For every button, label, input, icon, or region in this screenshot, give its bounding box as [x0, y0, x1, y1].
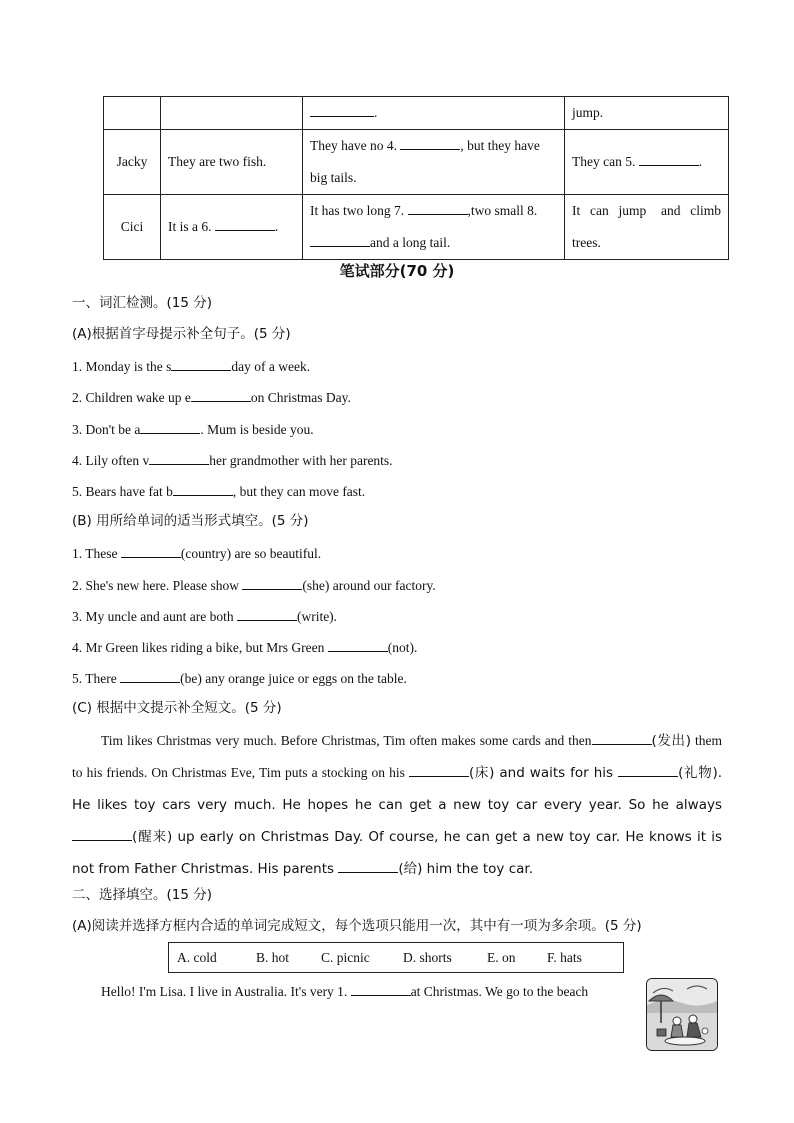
- table-cell: [161, 97, 303, 130]
- question-text: , but they can move fast.: [232, 484, 366, 499]
- paragraph-text: them to his friends. On Christmas Eve, Tim puts a stocking on his: [72, 733, 722, 780]
- animal-info-table: [103, 96, 729, 260]
- option-a: A. cold: [177, 950, 217, 965]
- question-text: 3. Don't be a: [72, 422, 141, 437]
- question-text: 4. Lily often v: [72, 453, 150, 468]
- answer-blank[interactable]: [310, 232, 370, 247]
- table-row: [104, 195, 729, 260]
- question-item: [72, 575, 436, 595]
- answer-blank[interactable]: [639, 151, 699, 166]
- name-cell-cici: Cici: [104, 195, 161, 260]
- table-cell: [303, 195, 565, 260]
- question-text: 2. Children wake up e: [72, 390, 191, 405]
- word-options-box: [168, 942, 624, 973]
- question-item: [72, 356, 310, 376]
- answer-blank[interactable]: [149, 450, 209, 465]
- option-f: F. hats: [547, 950, 582, 965]
- paragraph-hint: (床) and waits for his: [468, 765, 619, 781]
- question-text: 5. There: [72, 671, 121, 686]
- question-text: (write).: [296, 609, 338, 624]
- cell-text: They have no 4.: [310, 138, 401, 153]
- question-text: (she) around our factory.: [302, 578, 436, 593]
- question-text: her grandmother with her parents.: [209, 453, 393, 468]
- answer-blank[interactable]: [409, 762, 469, 777]
- option-c: C. picnic: [321, 950, 370, 965]
- answer-blank[interactable]: [191, 387, 251, 402]
- written-section-title: 笔试部分(70 分): [339, 262, 455, 280]
- cell-text: and a long tail.: [370, 235, 451, 250]
- option-d: D. shorts: [403, 950, 452, 965]
- cell-text: trees.: [572, 235, 601, 250]
- question-text: . Mum is beside you.: [200, 422, 314, 437]
- question-text: 2. She's new here. Please show: [72, 578, 243, 593]
- cell-text: .: [698, 154, 703, 169]
- table-cell: [161, 195, 303, 260]
- question-item: [72, 419, 314, 439]
- option-b: B. hot: [256, 950, 290, 965]
- cell-text: .: [374, 105, 378, 120]
- question-item: [72, 606, 337, 626]
- question-text: day of a week.: [231, 359, 311, 374]
- name-cell-jacky: Jacky: [104, 130, 161, 195]
- table-row: [104, 97, 729, 130]
- answer-blank[interactable]: [310, 102, 374, 117]
- answer-blank[interactable]: [173, 481, 233, 496]
- cell-text: big tails.: [310, 170, 357, 185]
- part1c-heading: (C) 根据中文提示补全短文。(5 分): [72, 700, 282, 716]
- answer-blank[interactable]: [351, 981, 411, 996]
- cell-text: They can 5.: [572, 154, 639, 169]
- table-cell: [303, 97, 565, 130]
- table-cell: [565, 195, 729, 260]
- question-text: 1. These: [72, 546, 121, 561]
- answer-blank[interactable]: [237, 606, 297, 621]
- part2-heading: 二、选择填空。(15 分): [72, 887, 213, 903]
- answer-blank[interactable]: [618, 762, 678, 777]
- paragraph-text: (礼物). He likes toy cars very much. He hopes he can get a new toy car every year. So he always: [72, 765, 722, 813]
- question-item: [72, 387, 351, 407]
- answer-blank[interactable]: [328, 637, 388, 652]
- question-text: on Christmas Day.: [250, 390, 351, 405]
- passage-text: Hello! I'm Lisa. I live in Australia. It's very 1.: [101, 984, 351, 999]
- table-row: [104, 130, 729, 195]
- answer-blank[interactable]: [120, 668, 180, 683]
- part1a-heading: (A)根据首字母提示补全句子。(5 分): [72, 326, 291, 342]
- table-cell: jump.: [565, 97, 729, 130]
- table-cell: They are two fish.: [161, 130, 303, 195]
- passage-text: at Christmas. We go to the beach: [410, 984, 589, 999]
- question-text: (be) any orange juice or eggs on the table.: [180, 671, 407, 686]
- question-text: (not).: [387, 640, 418, 655]
- paragraph-hint: (发出): [651, 733, 691, 749]
- answer-blank[interactable]: [408, 200, 468, 215]
- answer-blank[interactable]: [215, 216, 275, 231]
- beach-picnic-icon: [647, 979, 717, 1050]
- paragraph-text: Tim likes Christmas very much. Before Christmas, Tim often makes some cards and then: [101, 733, 592, 748]
- answer-blank[interactable]: [592, 730, 652, 745]
- table-cell: [303, 130, 565, 195]
- table-cell: [104, 97, 161, 130]
- answer-blank[interactable]: [171, 356, 231, 371]
- beach-picnic-picture: [646, 978, 718, 1051]
- paragraph-text: (给) him the toy car.: [398, 861, 534, 877]
- cell-text: ,two small 8.: [467, 203, 538, 218]
- question-item: [72, 481, 365, 501]
- question-text: 1. Monday is the s: [72, 359, 172, 374]
- answer-blank[interactable]: [242, 575, 302, 590]
- question-text: 5. Bears have fat b: [72, 484, 173, 499]
- answer-blank[interactable]: [400, 135, 460, 150]
- question-item: [72, 637, 417, 657]
- cell-text: , but they have: [460, 138, 540, 153]
- question-item: [72, 668, 407, 688]
- part1b-heading: (B) 用所给单词的适当形式填空。(5 分): [72, 513, 309, 529]
- table-cell: [565, 130, 729, 195]
- answer-blank[interactable]: [72, 826, 132, 841]
- part1-heading: 一、词汇检测。(15 分): [72, 295, 213, 311]
- answer-blank[interactable]: [121, 543, 181, 558]
- answer-blank[interactable]: [140, 419, 200, 434]
- cell-text: It is a 6.: [168, 219, 215, 234]
- cell-text: It can jump and climb: [572, 203, 721, 218]
- option-e: E. on: [487, 950, 516, 965]
- question-item: [72, 543, 321, 563]
- part2a-heading: (A)阅读并选择方框内合适的单词完成短文，每个选项只能用一次，其中有一项为多余项。(5 分): [72, 918, 642, 934]
- question-text: 4. Mr Green likes riding a bike, but Mrs Green: [72, 640, 328, 655]
- answer-blank[interactable]: [338, 858, 398, 873]
- paragraph-text: (醒来) up early on Christmas Day. Of course, he can get a new toy car. He knows it is not from Father Christmas. His parents: [72, 829, 722, 877]
- question-item: [72, 450, 393, 470]
- cell-text: It has two long 7.: [310, 203, 408, 218]
- reading-passage-line: [101, 981, 588, 1001]
- cell-text: .: [274, 219, 279, 234]
- question-text: 3. My uncle and aunt are both: [72, 609, 237, 624]
- cloze-paragraph: [72, 725, 722, 885]
- question-text: (country) are so beautiful.: [180, 546, 322, 561]
